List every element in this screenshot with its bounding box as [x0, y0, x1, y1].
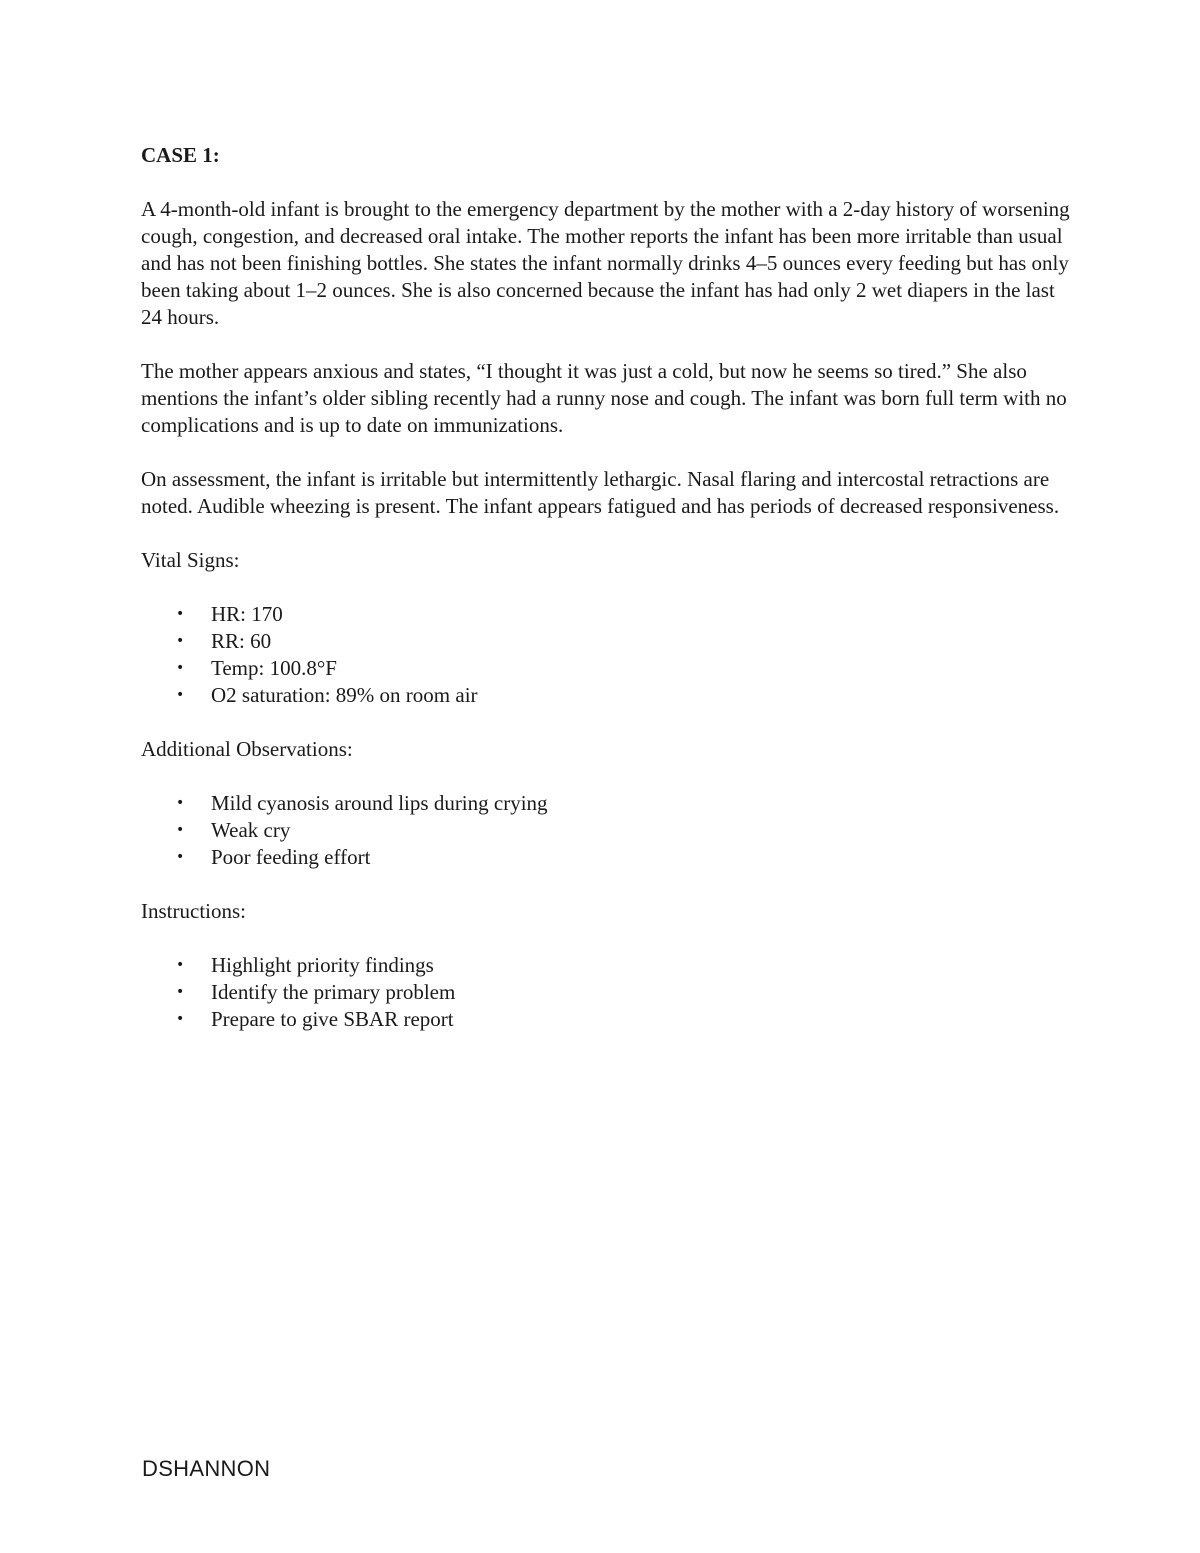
bullet-icon: • — [176, 633, 185, 649]
assessment-paragraph: On assessment, the infant is irritable but intermittently lethargic. Nasal flaring and intercostal retractions are noted. Audible wheezing is present. The infant appears fatigued and has periods of decreased responsiveness. — [141, 467, 1060, 518]
list-item — [141, 844, 1071, 871]
list-item — [141, 1006, 1071, 1033]
bullet-icon: • — [176, 984, 185, 1000]
bullet-icon: • — [176, 795, 185, 811]
bullet-icon: • — [176, 822, 185, 838]
list-item — [141, 655, 1071, 682]
vital-sign-hr: HR: 170 — [211, 602, 283, 626]
document-body — [141, 142, 1071, 1060]
observation-text: Weak cry — [211, 818, 291, 842]
footer-author-name: DSHANNON — [142, 1456, 271, 1481]
case-history-paragraph: A 4-month-old infant is brought to the emergency department by the mother with a 2-day history of worsening cough, congestion, and decreased oral intake. The mother reports the infant has been more irritable than usual and has not been finishing bottles. She states the infant normally drinks 4–5 ounces every feeding but has only been taking about 1–2 ounces. She is also concerned because the infant has had only 2 wet diapers in the last 24 hours. — [141, 197, 1070, 329]
instruction-text: Prepare to give SBAR report — [211, 1007, 454, 1031]
additional-observations-list — [141, 790, 1071, 871]
observation-text: Mild cyanosis around lips during crying — [211, 791, 548, 815]
list-item — [141, 817, 1071, 844]
vital-signs-list — [141, 601, 1071, 709]
list-item — [141, 628, 1071, 655]
bullet-icon: • — [176, 849, 185, 865]
bullet-icon: • — [176, 606, 185, 622]
list-item — [141, 952, 1071, 979]
instruction-text: Highlight priority findings — [211, 953, 434, 977]
additional-observations-label: Additional Observations: — [141, 737, 353, 761]
bullet-icon: • — [176, 660, 185, 676]
instruction-text: Identify the primary problem — [211, 980, 456, 1004]
bullet-icon: • — [176, 1011, 185, 1027]
instructions-label: Instructions: — [141, 899, 246, 923]
list-item — [141, 682, 1071, 709]
list-item — [141, 601, 1071, 628]
instructions-list — [141, 952, 1071, 1033]
vital-signs-label: Vital Signs: — [141, 548, 240, 572]
bullet-icon: • — [176, 957, 185, 973]
vital-sign-o2: O2 saturation: 89% on room air — [211, 683, 478, 707]
vital-sign-temp: Temp: 100.8°F — [211, 656, 337, 680]
observation-text: Poor feeding effort — [211, 845, 371, 869]
list-item — [141, 790, 1071, 817]
bullet-icon: • — [176, 687, 185, 703]
mother-statement-paragraph: The mother appears anxious and states, “I thought it was just a cold, but now he seems so tired.” She also mentions the infant’s older sibling recently had a runny nose and cough. The infant was born full term with no complications and is up to date on immunizations. — [141, 359, 1067, 437]
vital-sign-rr: RR: 60 — [211, 629, 272, 653]
list-item — [141, 979, 1071, 1006]
case-title: CASE 1: — [141, 143, 220, 167]
